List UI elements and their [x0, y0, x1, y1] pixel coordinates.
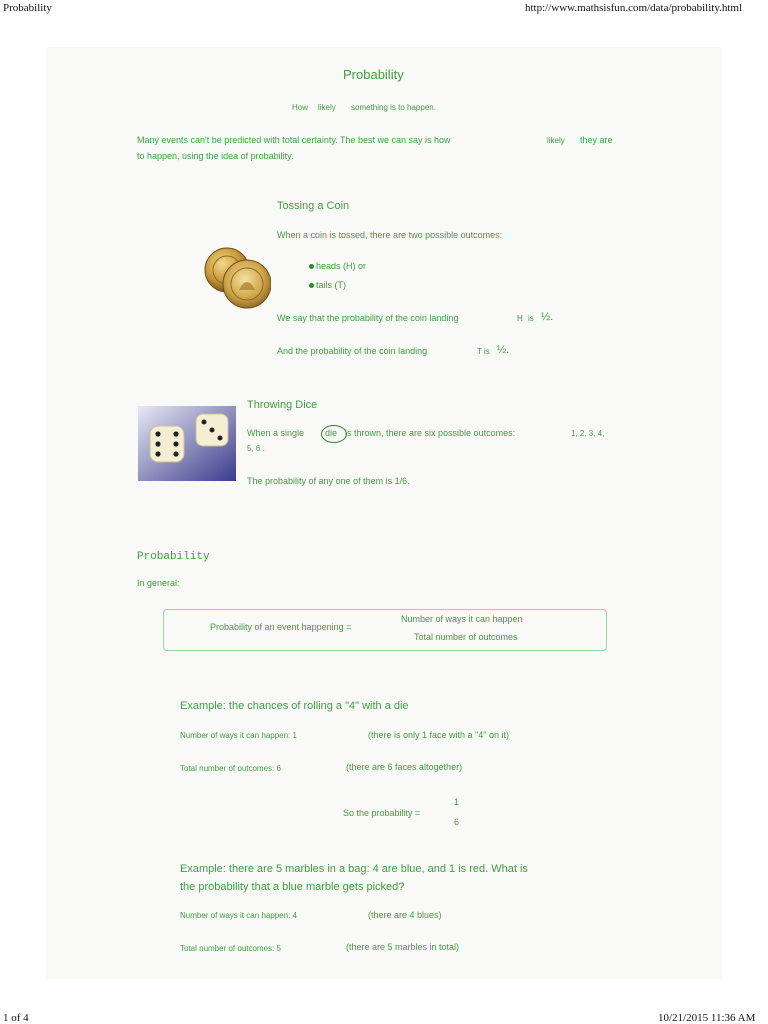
prob-h-letter: H [517, 314, 523, 323]
intro-line2: to happen, using the idea of probability. [137, 151, 294, 161]
bullet-icon [309, 264, 314, 269]
subtitle-rest: something is to happen. [351, 103, 436, 112]
header-title: Probability [3, 2, 52, 14]
prob-t-is: is [484, 347, 490, 356]
dice-image [138, 406, 236, 481]
subtitle-how: How [292, 103, 309, 112]
dice-outcomes-b: 5, 6 . [247, 444, 265, 453]
example1-num: 1 [454, 797, 460, 807]
outcome-heads [309, 261, 366, 271]
prob-t-letter: T [477, 347, 482, 356]
example2-ways-note: (there are 4 blues) [368, 910, 442, 920]
dice-outcomes-a: 1, 2, 3, 4, [571, 429, 605, 438]
example1-total: Total number of outcomes: 6 [180, 764, 281, 773]
intro-line1: Many events can't be predicted with total certainty. The best we can say is how [137, 135, 451, 145]
dice-text-a: When a single [247, 428, 305, 438]
example2-total: Total number of outcomes: 5 [180, 944, 281, 953]
footer-page: 1 of 4 [3, 1012, 29, 1024]
coin-heading: Tossing a Coin [277, 200, 350, 212]
dice-text-die[interactable]: die [325, 428, 338, 438]
general-intro: In general: [137, 578, 180, 588]
prob-t-value: ½. [497, 344, 510, 356]
bullet-icon [309, 283, 314, 288]
formula-denominator: Total number of outcomes [414, 632, 518, 642]
outcome-tails-label: tails (T) [316, 280, 346, 290]
page-sheet [46, 47, 722, 979]
example1-so: So the probability = [343, 808, 421, 818]
page-title: Probability [343, 67, 404, 82]
example1-heading: Example: the chances of rolling a "4" with a die [180, 700, 409, 712]
example1-ways: Number of ways it can happen: 1 [180, 731, 297, 740]
intro-likely: likely [547, 136, 565, 145]
example2-heading-1: Example: there are 5 marbles in a bag: 4 are blue, and 1 is red. What is [180, 863, 528, 875]
prob-h-text: We say that the probability of the coin landing [277, 313, 459, 323]
outcome-tails [309, 280, 346, 290]
example1-total-note: (there are 6 faces altogether) [346, 762, 463, 772]
footer-timestamp: 10/21/2015 11:36 AM [658, 1012, 756, 1024]
example1-ways-note: (there is only 1 face with a "4" on it) [368, 730, 509, 740]
intro-they-are: they are [580, 135, 613, 145]
example2-ways: Number of ways it can happen: 4 [180, 911, 297, 920]
example2-total-note: (there are 5 marbles in total) [346, 942, 460, 952]
dice-heading: Throwing Dice [247, 399, 318, 411]
example1-den: 6 [454, 817, 460, 827]
coin-text: When a coin is tossed, there are two possible outcomes: [277, 230, 503, 240]
prob-t-text: And the probability of the coin landing [277, 346, 428, 356]
dice-text-c: is thrown, there are six possible outcomes: [345, 428, 516, 438]
prob-h-value: ½. [541, 311, 554, 323]
example2-heading-2: the probability that a blue marble gets picked? [180, 881, 405, 893]
dice-prob: The probability of any one of them is 1/6. [247, 476, 410, 486]
coins-image [203, 246, 271, 310]
prob-h-is: is [528, 314, 534, 323]
outcome-heads-label: heads (H) or [316, 261, 367, 271]
header-url[interactable]: http://www.mathsisfun.com/data/probability.html [525, 2, 743, 14]
formula-numerator: Number of ways it can happen [401, 614, 523, 624]
formula-left: Probability of an event happening = [210, 622, 352, 632]
subtitle-likely: likely [318, 103, 336, 112]
general-heading: Probability [137, 551, 210, 563]
